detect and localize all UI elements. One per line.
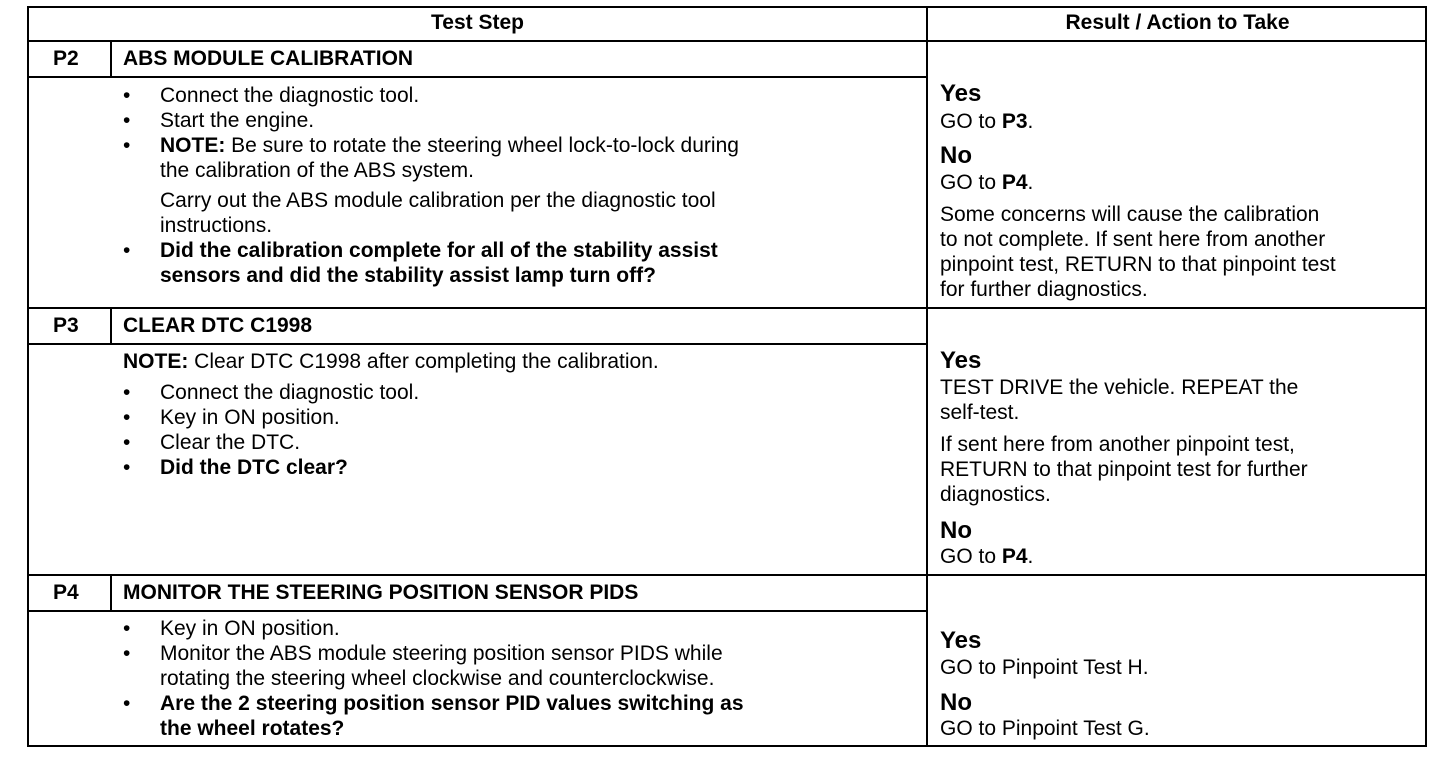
p3-info-3: diagnostics.: [940, 483, 1051, 506]
p2-para-2: instructions.: [160, 214, 273, 237]
p2-note-4: for further diagnostics.: [940, 278, 1148, 301]
p4-id-divider: [110, 574, 112, 611]
p3-question: Did the DTC clear?: [160, 456, 348, 479]
go-to-target: P4: [1001, 545, 1028, 568]
p4-no-label: No: [940, 689, 972, 716]
p3-yes-line-2: self-test.: [940, 401, 1020, 424]
bullet-icon: •: [123, 134, 131, 157]
bullet-icon: •: [123, 84, 131, 107]
p3-info-2: RETURN to that pinpoint test for further: [940, 458, 1308, 481]
p3-bullet-1: Connect the diagnostic tool.: [160, 381, 420, 404]
p2-question-1: Did the calibration complete for all of the stability assist: [160, 239, 718, 262]
bullet-icon: •: [123, 406, 131, 429]
p3-yes-line-1: TEST DRIVE the vehicle. REPEAT the: [940, 376, 1299, 399]
bullet-icon: •: [123, 239, 131, 262]
p3-row-divider: [27, 574, 1427, 576]
bullet-icon: •: [123, 617, 131, 640]
note-text: Be sure to rotate the steering wheel lock-to-lock during: [225, 134, 739, 157]
p4-bullet-2: Monitor the ABS module steering position sensor PIDS while: [160, 642, 723, 665]
p4-bullet-1: Key in ON position.: [160, 617, 340, 640]
bullet-icon: •: [123, 692, 131, 715]
header-result-action: Result / Action to Take: [1065, 11, 1290, 34]
p2-bullet-3-cont: the calibration of the ABS system.: [160, 159, 474, 182]
p2-no-action: [940, 170, 1033, 195]
p4-yes-action: GO to Pinpoint Test H.: [940, 656, 1149, 679]
p2-question-2: sensors and did the stability assist lamp turn off?: [160, 264, 656, 287]
p2-bullet-1: Connect the diagnostic tool.: [160, 84, 420, 107]
p2-no-label: No: [940, 142, 972, 169]
p3-id-divider: [110, 307, 112, 344]
go-to-target: P4: [1001, 171, 1028, 194]
p3-note: [123, 349, 659, 374]
p4-question-1: Are the 2 steering position sensor PID values switching as: [160, 692, 744, 715]
p3-bullet-2: Key in ON position.: [160, 406, 340, 429]
bullet-icon: •: [123, 456, 131, 479]
p3-bullet-3: Clear the DTC.: [160, 431, 301, 454]
p2-row-divider: [27, 307, 1427, 309]
go-to-text: GO to: [940, 545, 1002, 568]
p2-bullet-3: [160, 133, 739, 158]
column-divider: [926, 6, 928, 747]
step-id-p3: P3: [53, 314, 79, 337]
header-divider: [27, 40, 1427, 42]
p3-no-action: [940, 544, 1033, 569]
p2-yes-action: [940, 109, 1033, 134]
p4-bullet-2-cont: rotating the steering wheel clockwise and counterclockwise.: [160, 667, 715, 690]
note-text: Clear DTC C1998 after completing the calibration.: [188, 350, 659, 373]
bullet-icon: •: [123, 642, 131, 665]
bullet-icon: •: [123, 381, 131, 404]
p2-title-divider: [27, 76, 928, 78]
header-test-step: Test Step: [431, 11, 524, 34]
step-title-p3: CLEAR DTC C1998: [123, 314, 313, 337]
p4-question-2: the wheel rotates?: [160, 717, 345, 740]
p3-title-divider: [27, 343, 928, 345]
p2-yes-label: Yes: [940, 80, 982, 107]
p2-para-1: Carry out the ABS module calibration per the diagnostic tool: [160, 189, 716, 212]
p2-bullet-2: Start the engine.: [160, 109, 315, 132]
step-title-p2: ABS MODULE CALIBRATION: [123, 47, 414, 70]
go-to-text: GO to: [940, 110, 1002, 133]
p2-id-divider: [110, 40, 112, 77]
step-title-p4: MONITOR THE STEERING POSITION SENSOR PIDS: [123, 581, 639, 604]
p2-note-2: to not complete. If sent here from another: [940, 228, 1326, 251]
p3-info-1: If sent here from another pinpoint test,: [940, 433, 1295, 456]
note-label: NOTE:: [123, 350, 189, 373]
p3-yes-label: Yes: [940, 347, 982, 374]
period: .: [1027, 171, 1034, 194]
go-to-text: GO to: [940, 171, 1002, 194]
p3-no-label: No: [940, 517, 972, 544]
step-id-p2: P2: [53, 47, 79, 70]
p4-no-action: GO to Pinpoint Test G.: [940, 717, 1150, 740]
bullet-icon: •: [123, 109, 131, 132]
period: .: [1027, 545, 1034, 568]
p4-yes-label: Yes: [940, 627, 982, 654]
p2-note-1: Some concerns will cause the calibration: [940, 203, 1320, 226]
p2-note-3: pinpoint test, RETURN to that pinpoint test: [940, 253, 1336, 276]
bullet-icon: •: [123, 431, 131, 454]
period: .: [1027, 110, 1034, 133]
step-id-p4: P4: [53, 581, 79, 604]
go-to-target: P3: [1001, 110, 1028, 133]
p4-title-divider: [27, 610, 928, 612]
note-label: NOTE:: [160, 134, 226, 157]
